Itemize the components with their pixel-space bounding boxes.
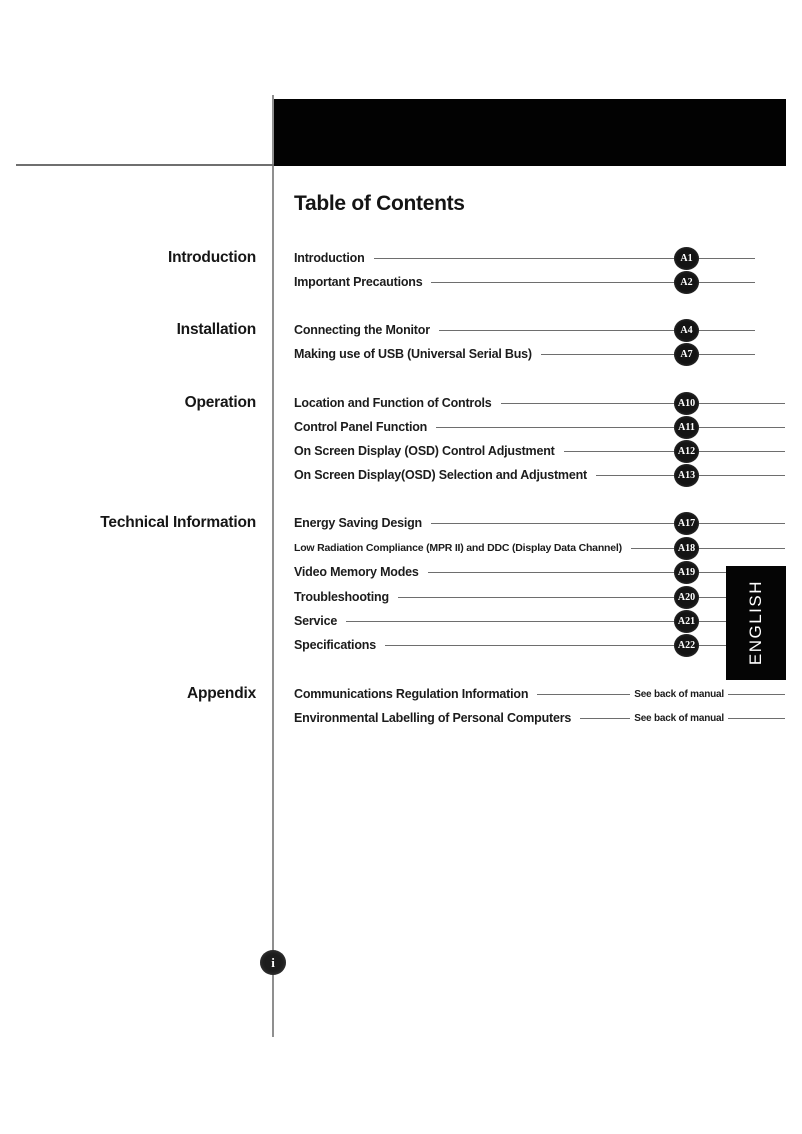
toc-row [294, 511, 785, 535]
toc-entry-title: Communications Regulation Information [294, 687, 529, 701]
trailing-line [699, 330, 755, 331]
toc-row [294, 536, 785, 560]
vertical-divider [272, 95, 274, 1037]
leader-line [431, 523, 674, 524]
toc-row [294, 706, 785, 730]
section-label: Introduction [168, 249, 256, 266]
header-left-rule [16, 164, 274, 166]
section-label: Operation [184, 394, 256, 411]
leader-line [537, 694, 630, 695]
toc-row [294, 391, 785, 415]
page-badge: A11 [674, 416, 699, 439]
see-back-of-manual-label: See back of manual [634, 688, 724, 700]
leader-line [564, 451, 674, 452]
toc-row [294, 415, 785, 439]
section-label: Appendix [186, 685, 256, 702]
header-bar [274, 99, 786, 166]
language-tab [726, 566, 786, 680]
toc-entry-title: Introduction [294, 251, 365, 265]
leader-line [398, 597, 674, 598]
page-badge: A17 [674, 512, 699, 535]
toc-entry-title: Location and Function of Controls [294, 396, 492, 410]
trailing-line [699, 427, 785, 428]
trailing-line [699, 523, 785, 524]
trailing-line [699, 572, 726, 573]
trailing-line [699, 597, 726, 598]
toc-row [294, 270, 755, 294]
page-badge: A19 [674, 561, 699, 584]
toc-entry-title: On Screen Display (OSD) Control Adjustment [294, 444, 555, 458]
toc-entry-title: On Screen Display(OSD) Selection and Adjustment [294, 468, 587, 482]
toc-row [294, 585, 726, 609]
trailing-line [699, 621, 726, 622]
leader-line [385, 645, 674, 646]
page-badge: A2 [674, 271, 699, 294]
toc-row [294, 318, 755, 342]
toc-row [294, 439, 785, 463]
page-badge: A20 [674, 586, 699, 609]
trailing-line [699, 548, 785, 549]
page-badge: A10 [674, 392, 699, 415]
toc-entry-title: Troubleshooting [294, 590, 389, 604]
leader-line [439, 330, 674, 331]
leader-line [436, 427, 674, 428]
leader-line [596, 475, 674, 476]
page-number-badge [260, 950, 286, 975]
leader-line [346, 621, 674, 622]
trailing-line [728, 694, 785, 695]
toc-entry-title: Energy Saving Design [294, 516, 422, 530]
trailing-line [699, 475, 785, 476]
toc-entry-title: Service [294, 614, 338, 628]
page-badge: A18 [674, 537, 699, 560]
page-badge: A22 [674, 634, 699, 657]
toc-entry-title: Low Radiation Compliance (MPR II) and DDC (Display Data Channel) [294, 542, 622, 554]
toc-entry-title: Making use of USB (Universal Serial Bus) [294, 347, 532, 361]
toc-entry-title: Specifications [294, 638, 376, 652]
trailing-line [699, 258, 755, 259]
page-badge: A7 [674, 343, 699, 366]
toc-row [294, 246, 755, 270]
page-badge: A12 [674, 440, 699, 463]
trailing-line [699, 354, 755, 355]
toc-row [294, 560, 726, 584]
leader-line [428, 572, 674, 573]
toc-row [294, 463, 785, 487]
section-label: Technical Information [100, 514, 256, 531]
trailing-line [699, 282, 755, 283]
page-title: Table of Contents [294, 192, 465, 215]
toc-row [294, 342, 755, 366]
leader-line [580, 718, 630, 719]
toc-entry-title: Important Precautions [294, 275, 423, 289]
trailing-line [699, 403, 785, 404]
toc-entry-title: Environmental Labelling of Personal Computers [294, 711, 572, 725]
language-tab-label: ENGLISH [746, 580, 765, 666]
leader-line [374, 258, 674, 259]
leader-line [431, 282, 674, 283]
see-back-of-manual-label: See back of manual [634, 712, 724, 724]
trailing-line [699, 451, 785, 452]
leader-line [501, 403, 674, 404]
section-label: Installation [176, 321, 256, 338]
trailing-line [699, 645, 726, 646]
toc-entry-title: Control Panel Function [294, 420, 428, 434]
page-badge: A21 [674, 610, 699, 633]
page-badge: A1 [674, 247, 699, 270]
page-number-label: i [271, 954, 275, 970]
toc-row [294, 633, 726, 657]
leader-line [541, 354, 674, 355]
toc-entry-title: Connecting the Monitor [294, 323, 430, 337]
toc-entry-title: Video Memory Modes [294, 565, 419, 579]
toc-row [294, 609, 726, 633]
leader-line [631, 548, 674, 549]
toc-row [294, 682, 785, 706]
page-badge: A4 [674, 319, 699, 342]
trailing-line [728, 718, 785, 719]
page-badge: A13 [674, 464, 699, 487]
